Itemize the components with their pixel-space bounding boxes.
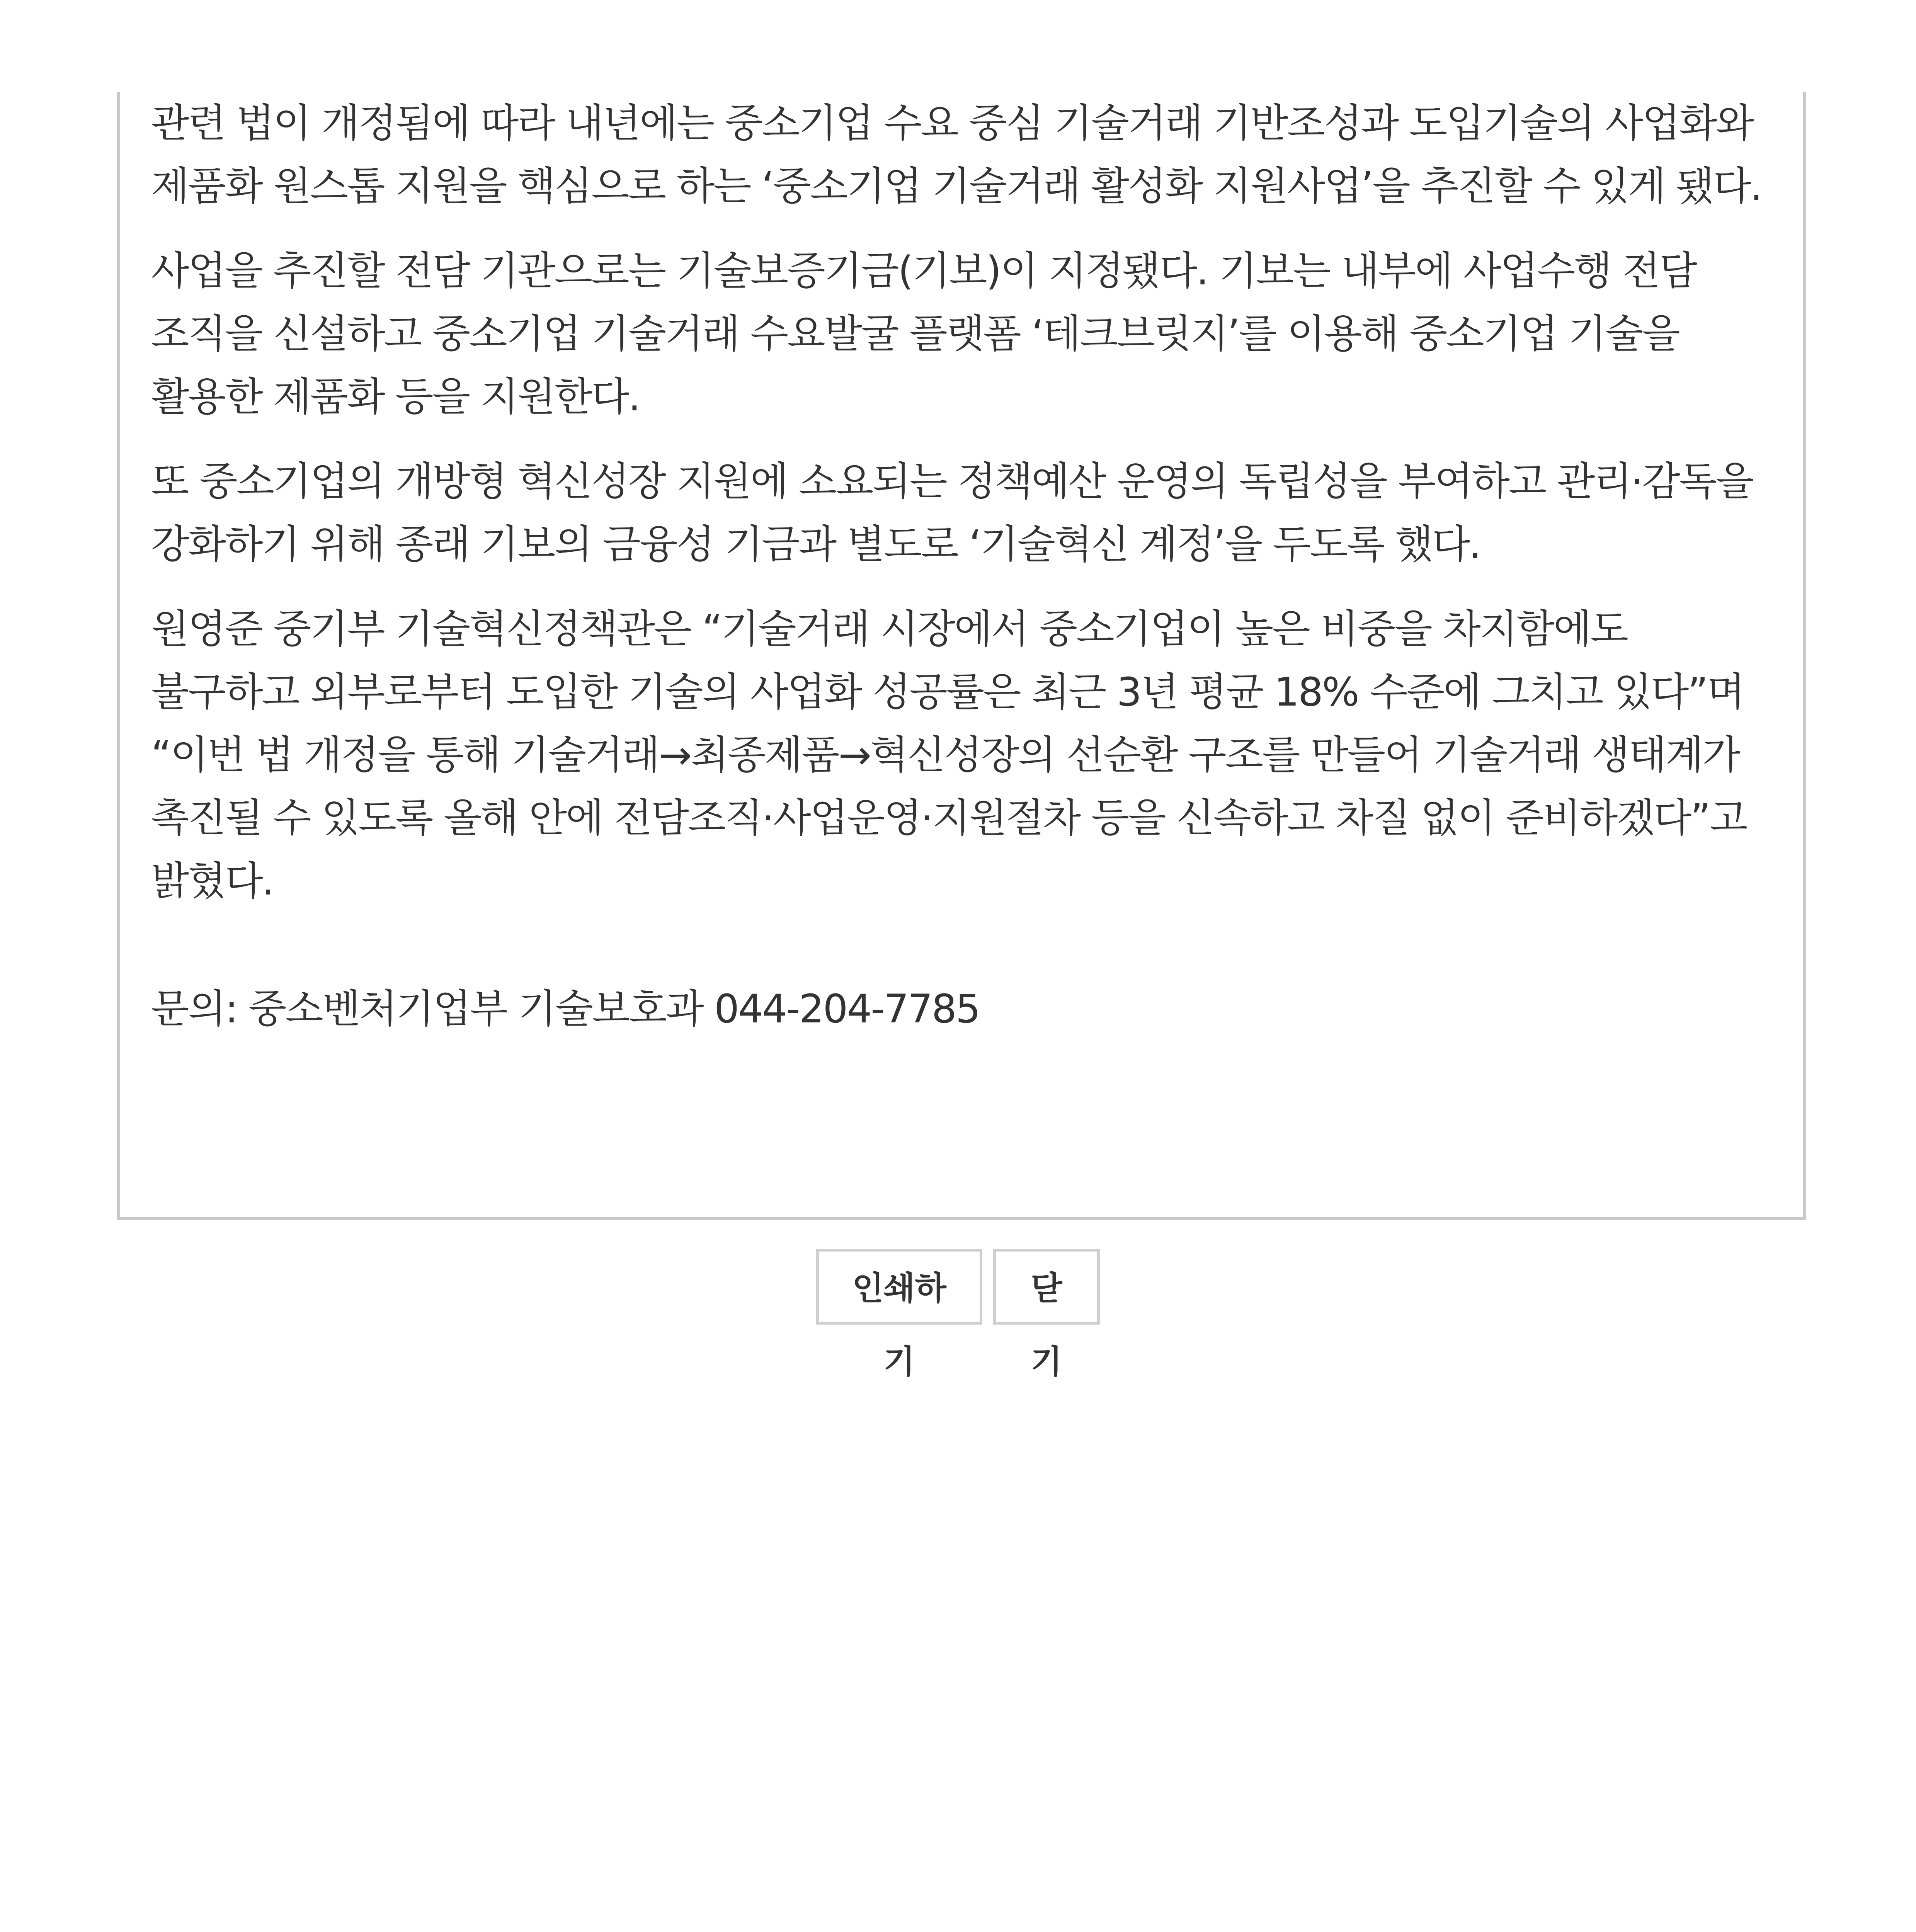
article-paragraph-1: 관련 법이 개정됨에 따라 내년에는 중소기업 수요 중심 기술거래 기반조성과 도입기술의 사업화와 제품화 원스톱 지원을 핵심으로 하는 ‘중소기업 기술거래 활성화 지원사업’을 추진할 수 있게 됐다. bbox=[151, 100, 1762, 209]
article-box bbox=[117, 92, 1806, 1220]
close-button[interactable]: 닫기 bbox=[993, 1249, 1100, 1325]
article-paragraph-2: 사업을 추진할 전담 기관으로는 기술보증기금(기보)이 지정됐다. 기보는 내부에 사업수행 전담 조직을 신설하고 중소기업 기술거래 수요발굴 플랫폼 ‘테크브릿지’를 이용해 중소기업 기술을 활용한 제품화 등을 지원한다. bbox=[151, 248, 1696, 420]
article-paragraph-3: 또 중소기업의 개방형 혁신성장 지원에 소요되는 정책예산 운영의 독립성을 부여하고 관리·감독을 강화하기 위해 종래 기보의 금융성 기금과 별도로 ‘기술혁신 계정’을 두도록 했다. bbox=[151, 459, 1753, 568]
button-bar bbox=[0, 1249, 1916, 1381]
print-button[interactable]: 인쇄하기 bbox=[816, 1249, 982, 1325]
contact-info: 문의: 중소벤처기업부 기술보호과 044-204-7785 bbox=[151, 986, 980, 1032]
article-paragraph-4: 원영준 중기부 기술혁신정책관은 “기술거래 시장에서 중소기업이 높은 비중을 차지함에도 불구하고 외부로부터 도입한 기술의 사업화 성공률은 최근 3년 평균 18% 수준에 그치고 있다”며 “이번 법 개정을 통해 기술거래→최종제품→혁신성장의 선순환 구조를 만들어 기술거래 생태계가 촉진될 수 있도록 올해 안에 전담조직·사업운영·지원절차 등을 신속하고 차질 없이 준비하겠다”고 밝혔다. bbox=[151, 606, 1747, 904]
article-body bbox=[151, 92, 1778, 1080]
